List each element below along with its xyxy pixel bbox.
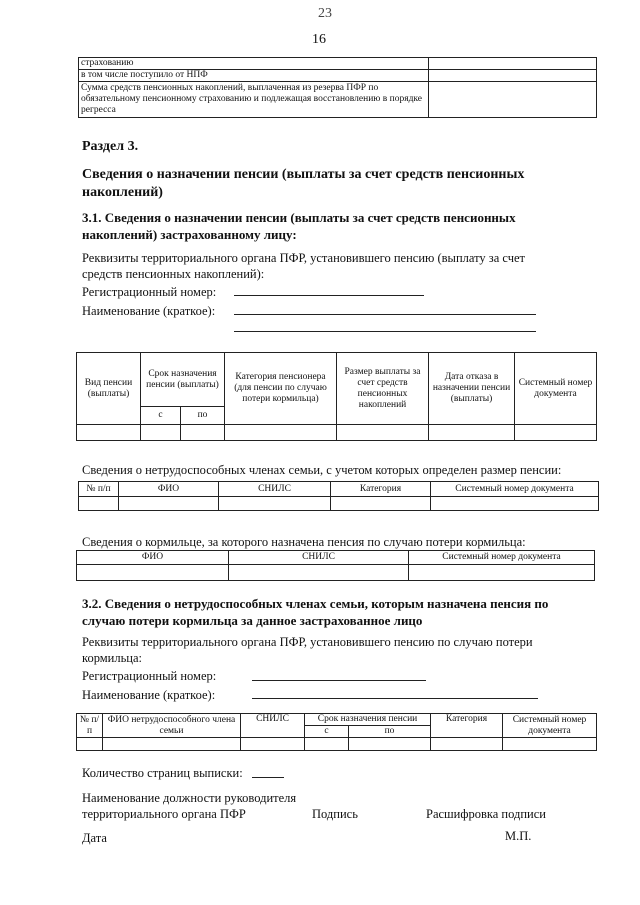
table-cell[interactable] xyxy=(103,738,241,751)
name-field-line2[interactable] xyxy=(234,331,536,332)
pages-count-field[interactable] xyxy=(252,777,284,778)
table-cell[interactable] xyxy=(431,738,503,751)
col-header: Размер выплаты за счет средств пенсионных накоплений xyxy=(337,353,429,425)
col-header-to: по xyxy=(181,407,225,425)
col-header: ФИО нетрудоспособного члена семьи xyxy=(103,714,241,738)
table-cell[interactable] xyxy=(225,425,337,441)
table-cell[interactable] xyxy=(409,565,595,581)
table-cell: страхованию xyxy=(79,58,429,70)
requisites-text: Реквизиты территориального органа ПФР, установившего пенсию (выплату за счет средств пенсионных накоплений): xyxy=(82,251,525,281)
table-cell xyxy=(429,58,597,70)
table-cell xyxy=(429,70,597,82)
col-header: Срок назначения пенсии (выплаты) xyxy=(141,353,225,407)
pension-table xyxy=(76,352,597,441)
table-cell[interactable] xyxy=(337,425,429,441)
col-header: СНИЛС xyxy=(219,482,331,497)
signature-decoding-label: Расшифровка подписи xyxy=(426,807,546,821)
family-table xyxy=(78,481,599,511)
col-header: Системный номер документа xyxy=(431,482,599,497)
subsection-title-2: 3.2. Сведения о нетрудоспособных членах семьи, которым назначена пенсия по случаю потери кормильца за данное застрахованное лицо xyxy=(82,596,549,628)
col-header: Категория xyxy=(331,482,431,497)
reg-number-field[interactable] xyxy=(234,295,424,296)
breadwinner-caption: Сведения о кормильце, за которого назначена пенсия по случаю потери кормильца: xyxy=(82,535,526,549)
table-cell[interactable] xyxy=(305,738,349,751)
col-header-from: с xyxy=(305,726,349,738)
table-cell[interactable] xyxy=(229,565,409,581)
col-header: № п/п xyxy=(79,482,119,497)
family-caption: Сведения о нетрудоспособных членах семьи, с учетом которых определен размер пенсии: xyxy=(82,463,562,477)
col-header: Категория xyxy=(431,714,503,738)
section-title: Раздел 3. xyxy=(82,139,139,154)
pages-count-label: Количество страниц выписки: xyxy=(82,766,243,780)
table-cell[interactable] xyxy=(431,497,599,511)
page-number: 16 xyxy=(312,32,326,47)
table-cell[interactable] xyxy=(119,497,219,511)
col-header: Вид пенсии (выплаты) xyxy=(77,353,141,425)
col-header: ФИО xyxy=(119,482,219,497)
table-cell[interactable] xyxy=(181,425,225,441)
col-header: № п/п xyxy=(77,714,103,738)
col-header: Системный номер документа xyxy=(503,714,597,738)
table-cell[interactable] xyxy=(219,497,331,511)
col-header: СНИЛС xyxy=(229,551,409,565)
table-cell[interactable] xyxy=(429,425,515,441)
col-header: Системный номер документа xyxy=(409,551,595,565)
reg-number-label-2: Регистрационный номер: xyxy=(82,669,217,683)
col-header: ФИО xyxy=(77,551,229,565)
table-cell[interactable] xyxy=(349,738,431,751)
table-cell[interactable] xyxy=(79,497,119,511)
reg-number-label: Регистрационный номер: xyxy=(82,285,217,299)
table-cell: Сумма средств пенсионных накоплений, выплаченная из резерва ПФР по обязательному пенсионному страхованию и подлежащая восстановлению в порядке регресса xyxy=(79,82,429,118)
survivor-table xyxy=(76,713,597,751)
table-cell[interactable] xyxy=(77,565,229,581)
subsection-title: 3.1. Сведения о назначении пенсии (выплаты за счет средств пенсионных накоплений) застрахованному лицу: xyxy=(82,210,516,242)
table-cell[interactable] xyxy=(141,425,181,441)
col-header: Категория пенсионера (для пенсии по случаю потери кормильца) xyxy=(225,353,337,425)
col-header-from: с xyxy=(141,407,181,425)
stamp-label: М.П. xyxy=(505,829,532,843)
top-continuation-table xyxy=(78,57,597,118)
table-cell: в том числе поступило от НПФ xyxy=(79,70,429,82)
reg-number-field-2[interactable] xyxy=(252,680,426,681)
table-cell xyxy=(429,82,597,118)
name-label-2: Наименование (краткое): xyxy=(82,688,216,702)
col-header-to: по xyxy=(349,726,431,738)
table-cell[interactable] xyxy=(77,425,141,441)
table-cell[interactable] xyxy=(77,738,103,751)
name-field[interactable] xyxy=(234,314,536,315)
table-cell[interactable] xyxy=(503,738,597,751)
col-header: Дата отказа в назначении пенсии (выплаты) xyxy=(429,353,515,425)
table-cell[interactable] xyxy=(241,738,305,751)
name-field-2[interactable] xyxy=(252,698,538,699)
breadwinner-table xyxy=(76,550,595,581)
handwritten-page-mark: 23 xyxy=(318,6,332,21)
name-label: Наименование (краткое): xyxy=(82,304,216,318)
col-header: Срок назначения пенсии xyxy=(305,714,431,726)
table-cell[interactable] xyxy=(331,497,431,511)
col-header: СНИЛС xyxy=(241,714,305,738)
signature-label: Подпись xyxy=(312,807,358,821)
requisites-text-2: Реквизиты территориального органа ПФР, установившего пенсию по случаю потери кормильца: xyxy=(82,635,533,665)
head-title: Наименование должности руководителя территориального органа ПФР xyxy=(82,791,297,821)
col-header: Системный номер документа xyxy=(515,353,597,425)
section-subtitle: Сведения о назначении пенсии (выплаты за счет средств пенсионных накоплений) xyxy=(82,167,525,200)
date-label: Дата xyxy=(82,831,107,845)
table-cell[interactable] xyxy=(515,425,597,441)
